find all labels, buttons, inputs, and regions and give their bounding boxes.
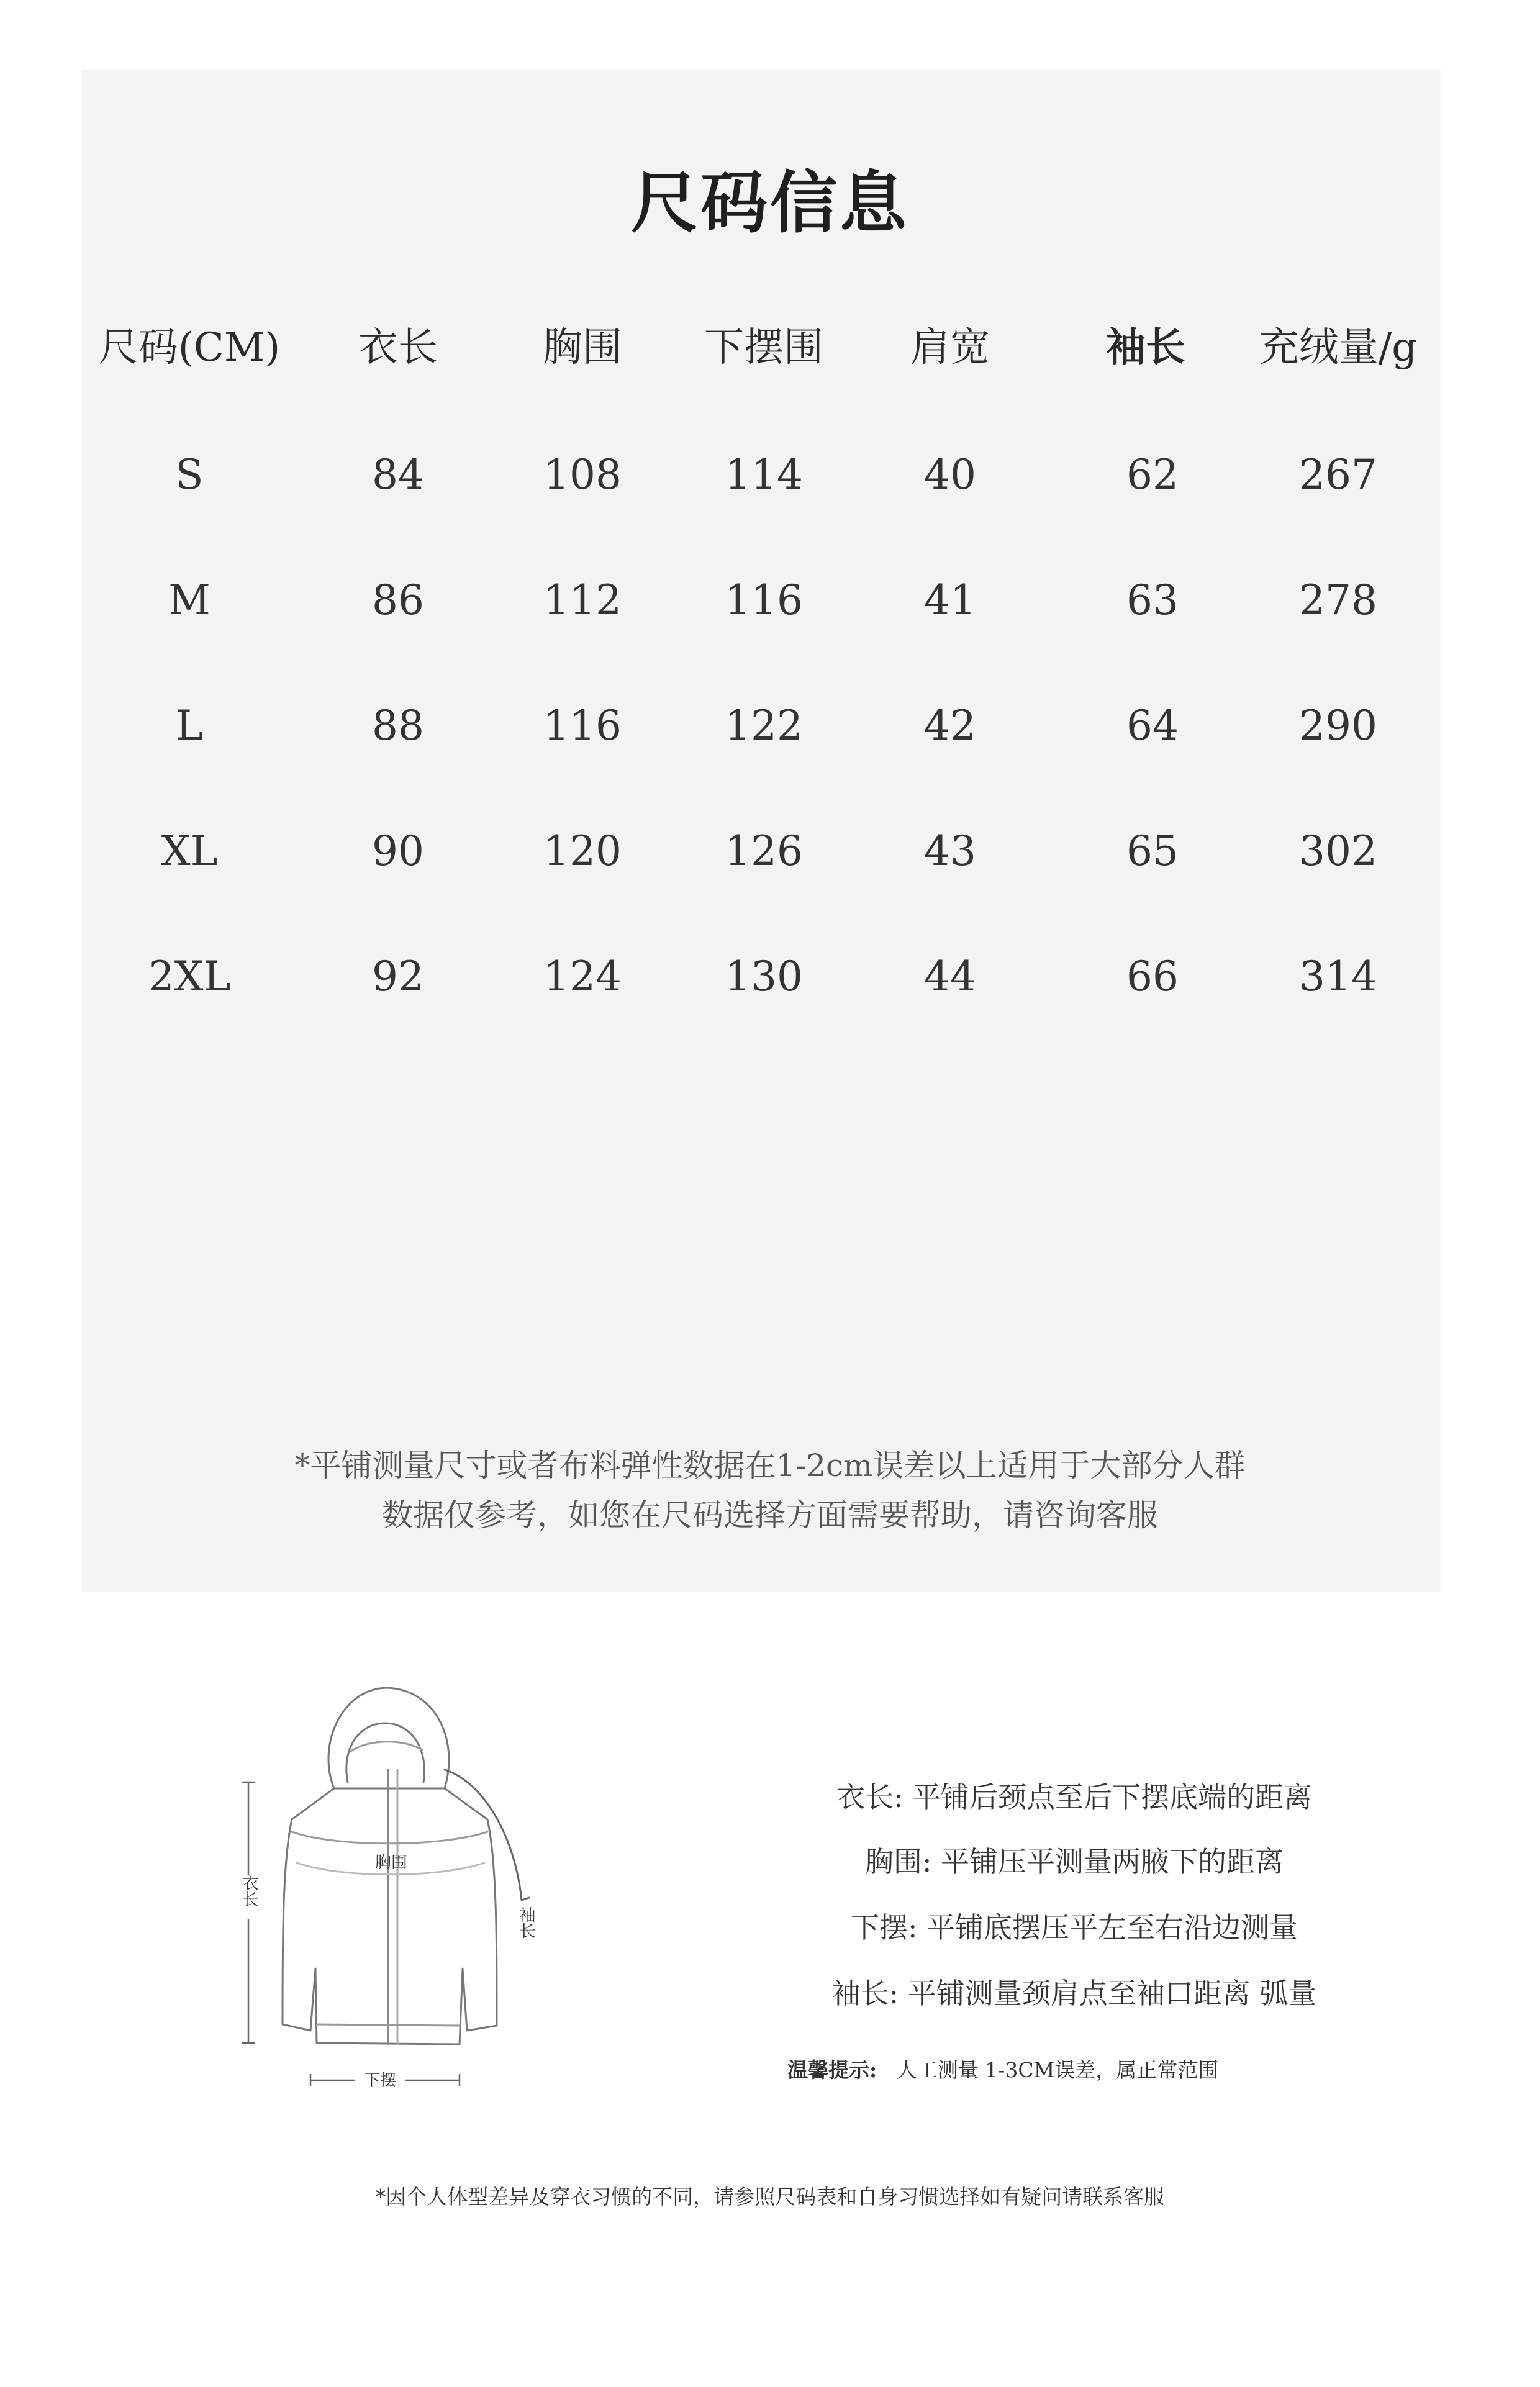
- sleeve-label: 袖长: [517, 1906, 535, 1939]
- table-row: [0, 566, 1540, 635]
- header-length: 衣长: [358, 325, 438, 371]
- cell-size: S: [175, 451, 204, 499]
- cell-shoulder: 44: [924, 953, 976, 1000]
- chest-label: 胸围: [374, 1854, 408, 1872]
- definition-hem: 下摆: 平铺底摆压平左至右沿边测量: [850, 1911, 1298, 1944]
- cell-hem: 126: [725, 827, 803, 875]
- header-shoulder: 肩宽: [910, 325, 990, 371]
- table-row: [0, 692, 1540, 760]
- cell-shoulder: 42: [924, 702, 976, 750]
- cell-hem: 114: [725, 451, 803, 499]
- cell-fill-weight: 302: [1299, 827, 1377, 875]
- cell-length: 86: [372, 576, 424, 624]
- header-sleeve: 袖长: [1106, 324, 1185, 371]
- cell-sleeve: 65: [1126, 827, 1179, 875]
- hem-label: 下摆: [363, 2072, 397, 2090]
- header-fill-weight: 充绒量/g: [1259, 325, 1418, 371]
- cell-fill-weight: 267: [1299, 451, 1377, 499]
- tip-text: 人工测量 1-3CM误差，属正常范围: [896, 2058, 1219, 2082]
- table-header-row: [0, 314, 1540, 382]
- cell-chest: 124: [543, 953, 622, 1000]
- header-hem: 下摆围: [704, 325, 823, 371]
- header-size: 尺码(CM): [98, 325, 281, 371]
- cell-shoulder: 40: [924, 451, 976, 499]
- cell-size: L: [176, 702, 203, 750]
- cell-length: 84: [372, 451, 424, 499]
- tip-label: 温馨提示:: [787, 2058, 877, 2082]
- header-chest: 胸围: [543, 325, 622, 371]
- cell-sleeve: 62: [1126, 451, 1179, 499]
- cell-length: 92: [372, 953, 424, 1000]
- cell-fill-weight: 278: [1299, 576, 1377, 624]
- cell-hem: 122: [725, 702, 803, 750]
- cell-chest: 108: [543, 451, 622, 499]
- cell-fill-weight: 290: [1299, 702, 1377, 750]
- table-row: [0, 817, 1540, 886]
- cell-length: 90: [372, 827, 424, 875]
- cell-shoulder: 43: [924, 827, 976, 875]
- measurement-note: *平铺测量尺寸或者布料弹性数据在1-2cm误差以上适用于大部分人群: [294, 1447, 1246, 1483]
- cell-fill-weight: 314: [1299, 953, 1377, 1000]
- cell-chest: 112: [543, 576, 622, 624]
- length-label: 衣长: [240, 1875, 258, 1907]
- reference-note: 数据仅参考，如您在尺码选择方面需要帮助，请咨询客服: [382, 1497, 1158, 1533]
- cell-chest: 116: [543, 702, 622, 750]
- cell-length: 88: [372, 702, 424, 750]
- jacket-diagram: [224, 1677, 571, 2099]
- cell-size: 2XL: [148, 953, 231, 1000]
- cell-sleeve: 64: [1126, 702, 1179, 750]
- tip-note: [787, 2054, 1218, 2083]
- cell-hem: 130: [725, 953, 803, 1000]
- footer-note: *因个人体型差异及穿衣习惯的不同，请参照尺码表和自身习惯选择如有疑问请联系客服: [375, 2185, 1165, 2209]
- cell-size: XL: [161, 827, 218, 875]
- cell-sleeve: 63: [1126, 576, 1179, 624]
- cell-hem: 116: [725, 576, 803, 624]
- cell-chest: 120: [543, 827, 622, 875]
- table-row: [0, 441, 1540, 509]
- definition-sleeve: 袖长: 平铺测量颈肩点至袖口距离 弧量: [831, 1977, 1317, 2010]
- cell-size: M: [168, 576, 211, 624]
- hood-opening: [346, 1723, 425, 1782]
- definition-chest: 胸围: 平铺压平测量两腋下的距离: [864, 1845, 1284, 1878]
- table-row: [0, 943, 1540, 1011]
- jacket-body: [283, 1788, 497, 2044]
- cell-shoulder: 41: [924, 576, 976, 624]
- definition-length: 衣长: 平铺后颈点至后下摆底端的距离: [836, 1780, 1313, 1814]
- page-title: 尺码信息: [630, 164, 909, 242]
- cell-sleeve: 66: [1126, 953, 1179, 1000]
